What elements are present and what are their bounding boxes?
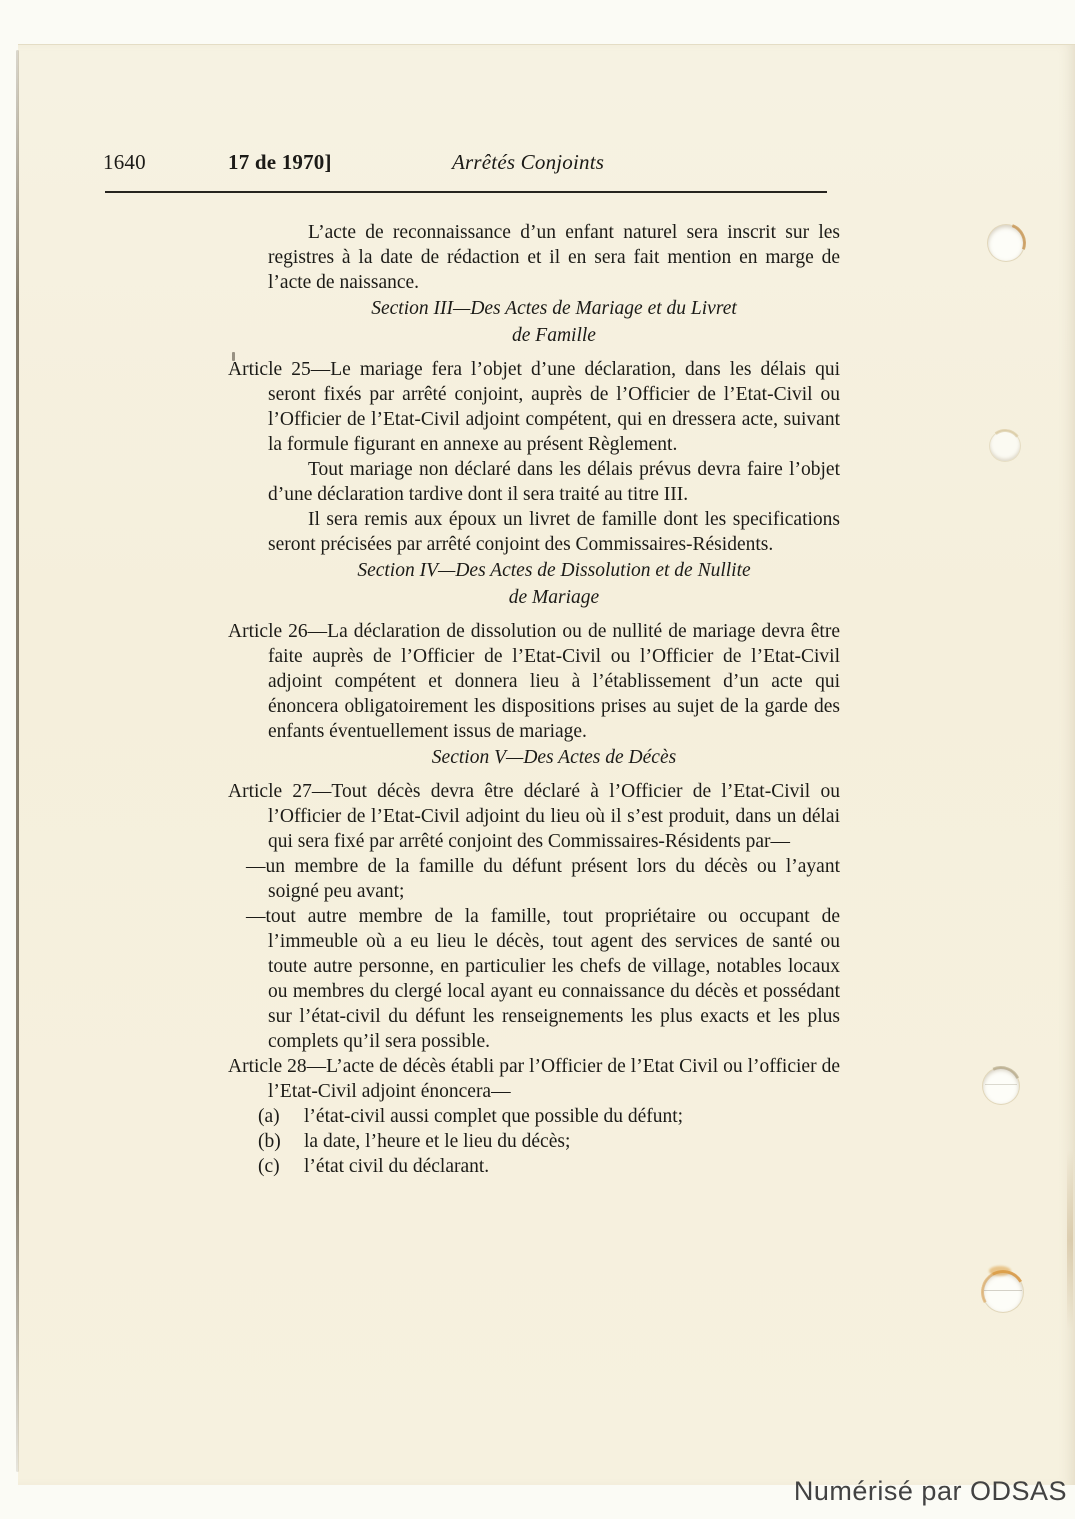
punch-hole-4 — [983, 1272, 1023, 1312]
header-rule — [105, 191, 827, 193]
tout-mariage-paragraph: Tout mariage non déclaré dans les délais prévus devra faire l’objet d’une déclaration tardive dont il sera traité au titre III. — [268, 459, 840, 505]
article-26-paragraph: Article 26—La déclaration de dissolution ou de nullité de mariage devra être faite auprès de l’Officier de l’Etat-Civil ou l’Officier de l’Etat-Civil adjoint compétent et donnera lieu à l’établissement d’un acte qui énoncera obligatoirement les dispositions prises au sujet de la garde des enfants éventuellement issus de mariage. — [228, 621, 840, 742]
punch-hole-1 — [988, 225, 1024, 261]
section-3-heading — [268, 295, 840, 349]
article-28-paragraph: Article 28—L’acte de décès établi par l’Officier de l’Etat Civil ou l’officier de l’Etat-Civil adjoint énoncera— — [228, 1056, 840, 1102]
section-5-heading — [268, 744, 840, 771]
document-body — [228, 220, 840, 1179]
list-item-c-text: l’état civil du déclarant. — [304, 1156, 490, 1177]
list-item-a-text: l’état-civil aussi complet que possible du défunt; — [304, 1106, 684, 1127]
section-3-heading-line2: de Famille — [512, 325, 596, 346]
section-4-heading-line1: Section IV—Des Actes de Dissolution et de Nullite — [357, 560, 751, 581]
punch-hole-3-scan-line — [985, 1084, 1017, 1085]
article-25-paragraph: Article 25—Le mariage fera l’objet d’une déclaration, dans les délais qui seront fixés par arrêté conjoint, auprès de l’Officier de l’Etat-Civil ou l’Officier de l’Etat-Civil adjoint compétent, qui en dressera acte, suivant la formule figurant en annexe au présent Règlement. — [228, 359, 840, 455]
paper-left-edge-shadow — [16, 50, 19, 1472]
punch-hole-3 — [983, 1068, 1019, 1104]
list-item-b-text: la date, l’heure et le lieu du décès; — [304, 1131, 571, 1152]
declarant-item-2: —tout autre membre de la famille, tout propriétaire ou occupant de l’immeuble où a eu lieu le décès, tout agent des services de santé ou toute autre personne, en particulier les chefs de village, notables locaux ou membres du clergé local ayant eu connaissance du décès et possédant sur l’état-civil du défunt les renseignements les plus exacts et les plus complets qu’il sera possible. — [246, 906, 840, 1052]
section-5-heading-line1: Section V—Des Actes de Décès — [431, 747, 677, 768]
livret-famille-paragraph: Il sera remis aux époux un livret de famille dont les specifications seront précisées par arrêté conjoint des Commissaires-Résidents. — [268, 509, 840, 555]
list-item-c — [258, 1154, 840, 1179]
list-item-b — [258, 1129, 840, 1154]
list-item-c-label: (c) — [258, 1156, 280, 1177]
right-edge-smudge — [1067, 1150, 1073, 1330]
page-number: 1640 — [103, 150, 146, 174]
list-item-a-label: (a) — [258, 1106, 280, 1127]
intro-paragraph: L’acte de reconnaissance d’un enfant naturel sera inscrit sur les registres à la date de rédaction et il en sera fait mention en marge de l’acte de naissance. — [268, 222, 840, 293]
section-3-heading-line1: Section III—Des Actes de Mariage et du Livret — [371, 298, 737, 319]
list-item-a — [258, 1104, 840, 1129]
section-4-heading — [268, 557, 840, 611]
digitization-watermark: Numérisé par ODSAS — [793, 1476, 1067, 1506]
issue-reference: 17 de 1970] — [228, 150, 332, 174]
section-4-heading-line2: de Mariage — [508, 587, 600, 608]
punch-hole-4-scan-line — [984, 1290, 1022, 1291]
punch-hole-2 — [990, 431, 1020, 461]
article-27-paragraph: Article 27—Tout décès devra être déclaré à l’Officier de l’Etat-Civil ou l’Officier de l’Etat-Civil adjoint du lieu où il s’est produit, dans un délai qui sera fixé par arrêté conjoint des Commissaires-Résidents par— — [228, 781, 840, 852]
declarant-item-1: —un membre de la famille du défunt présent lors du décès ou l’ayant soigné peu avant; — [246, 856, 840, 902]
list-item-b-label: (b) — [258, 1131, 281, 1152]
running-title: Arrêtés Conjoints — [452, 150, 605, 174]
